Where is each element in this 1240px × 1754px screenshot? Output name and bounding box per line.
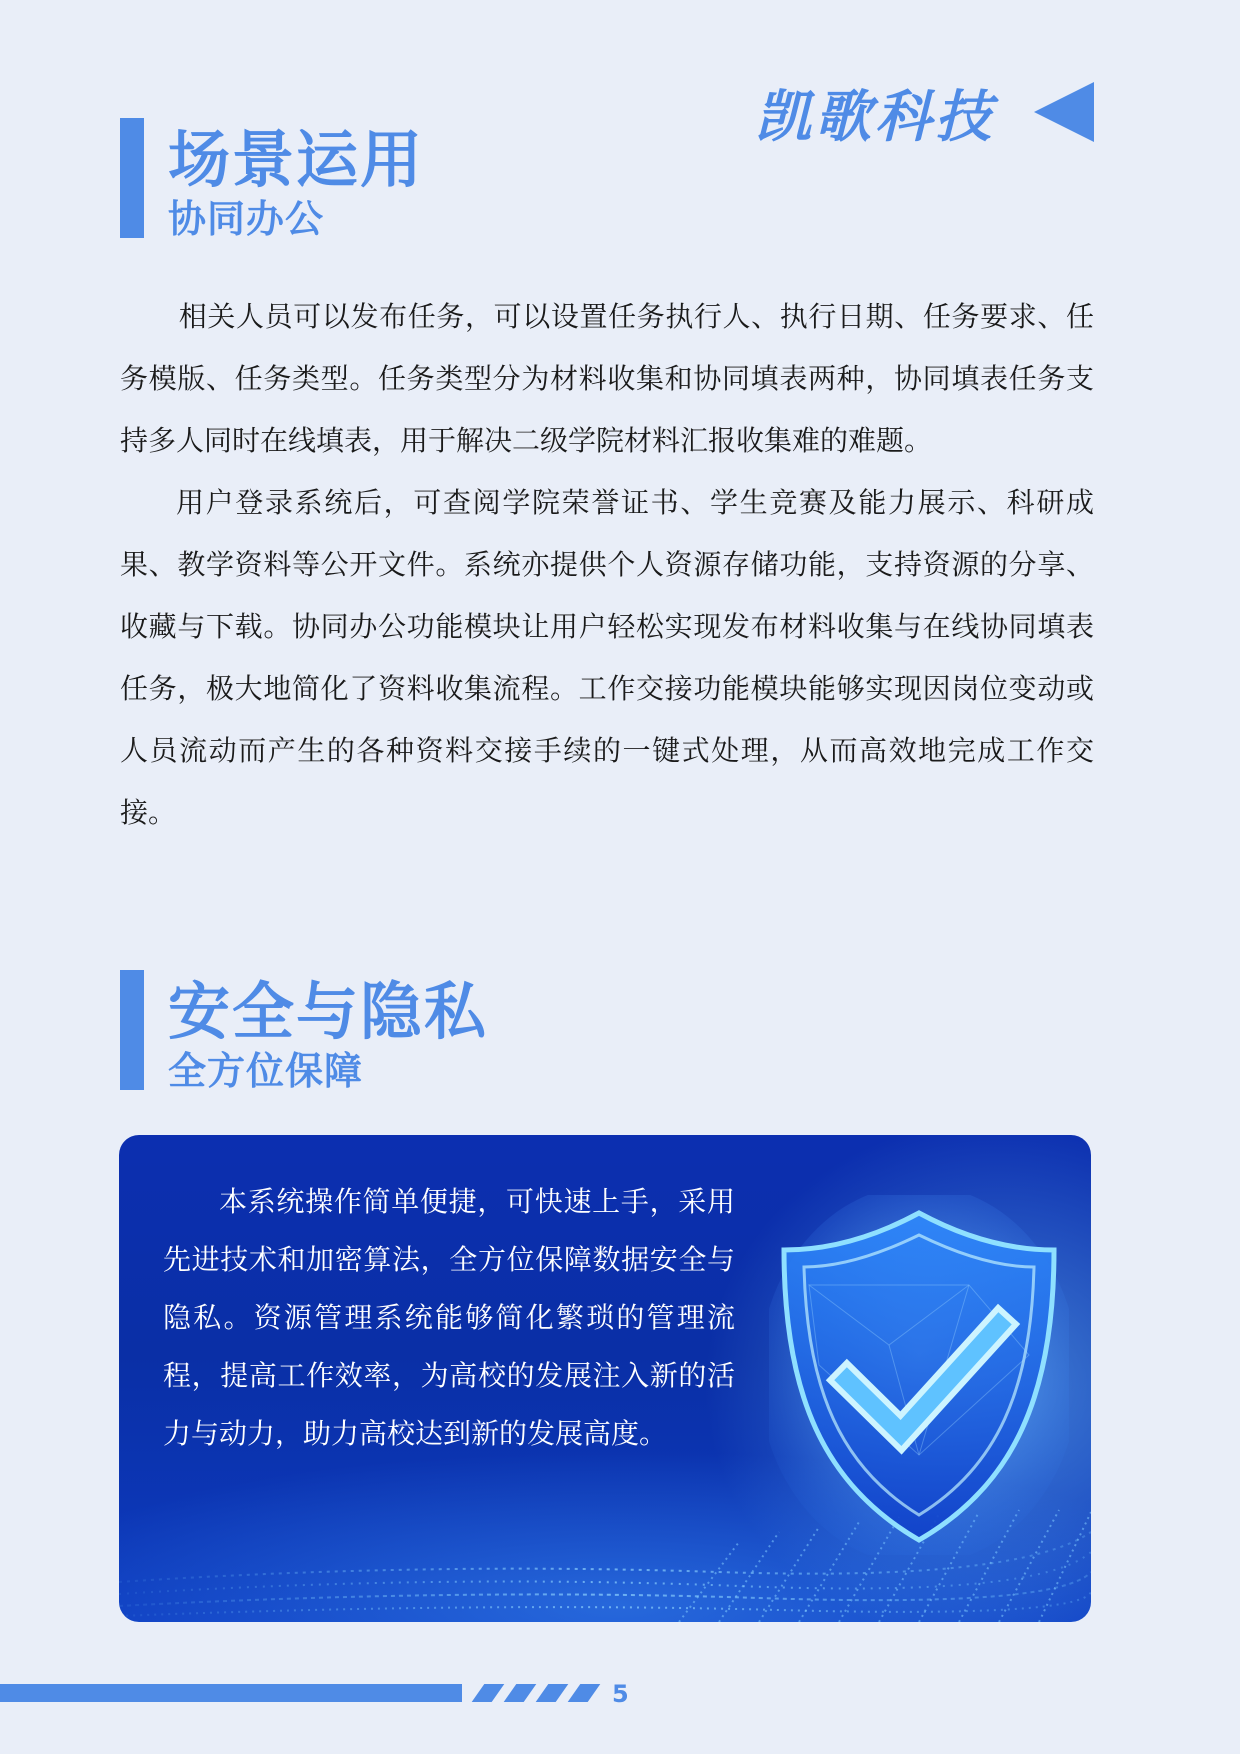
footer-stripe	[472, 1684, 505, 1702]
brand-arrow-icon	[1034, 82, 1094, 142]
footer-stripe	[568, 1684, 601, 1702]
page-number: 5	[612, 1680, 629, 1708]
footer-stripe	[504, 1684, 537, 1702]
brand-logo-text: 凯歌科技	[755, 85, 995, 150]
footer-bar	[0, 1684, 462, 1702]
shield-check-icon	[769, 1195, 1069, 1555]
section-subtitle: 全方位保障	[168, 1049, 364, 1093]
security-panel	[119, 1135, 1091, 1622]
body-paragraph: 相关人员可以发布任务，可以设置任务执行人、执行日期、任务要求、任务模版、任务类型。任务类型分为材料收集和协同填表两种，协同填表任务支持多人同时在线填表，用于解决二级学院材料汇报收集难的难题。	[120, 300, 1094, 457]
section-subtitle: 协同办公	[168, 197, 325, 241]
panel-paragraph: 本系统操作简单便捷，可快速上手，采用先进技术和加密算法，全方位保障数据安全与隐私。资源管理系统能够简化繁琐的管理流程，提高工作效率，为高校的发展注入新的活力与动力，助力高校达到新的发展高度。	[163, 1185, 735, 1450]
section-accent-bar	[120, 970, 144, 1090]
section-accent-bar	[120, 118, 144, 238]
footer-stripe	[536, 1684, 569, 1702]
section-title: 场景运用	[168, 123, 425, 196]
security-panel-text	[163, 1173, 735, 1463]
section-title: 安全与隐私	[168, 975, 489, 1048]
body-paragraph: 用户登录系统后，可查阅学院荣誉证书、学生竞赛及能力展示、科研成果、教学资料等公开文件。系统亦提供个人资源存储功能，支持资源的分享、收藏与下载。协同办公功能模块让用户轻松实现发布材料收集与在线协同填表任务，极大地简化了资料收集流程。工作交接功能模块能够实现因岗位变动或人员流动而产生的各种资料交接手续的一键式处理，从而高效地完成工作交接。	[120, 486, 1094, 829]
section-body-collaboration	[120, 286, 1094, 844]
